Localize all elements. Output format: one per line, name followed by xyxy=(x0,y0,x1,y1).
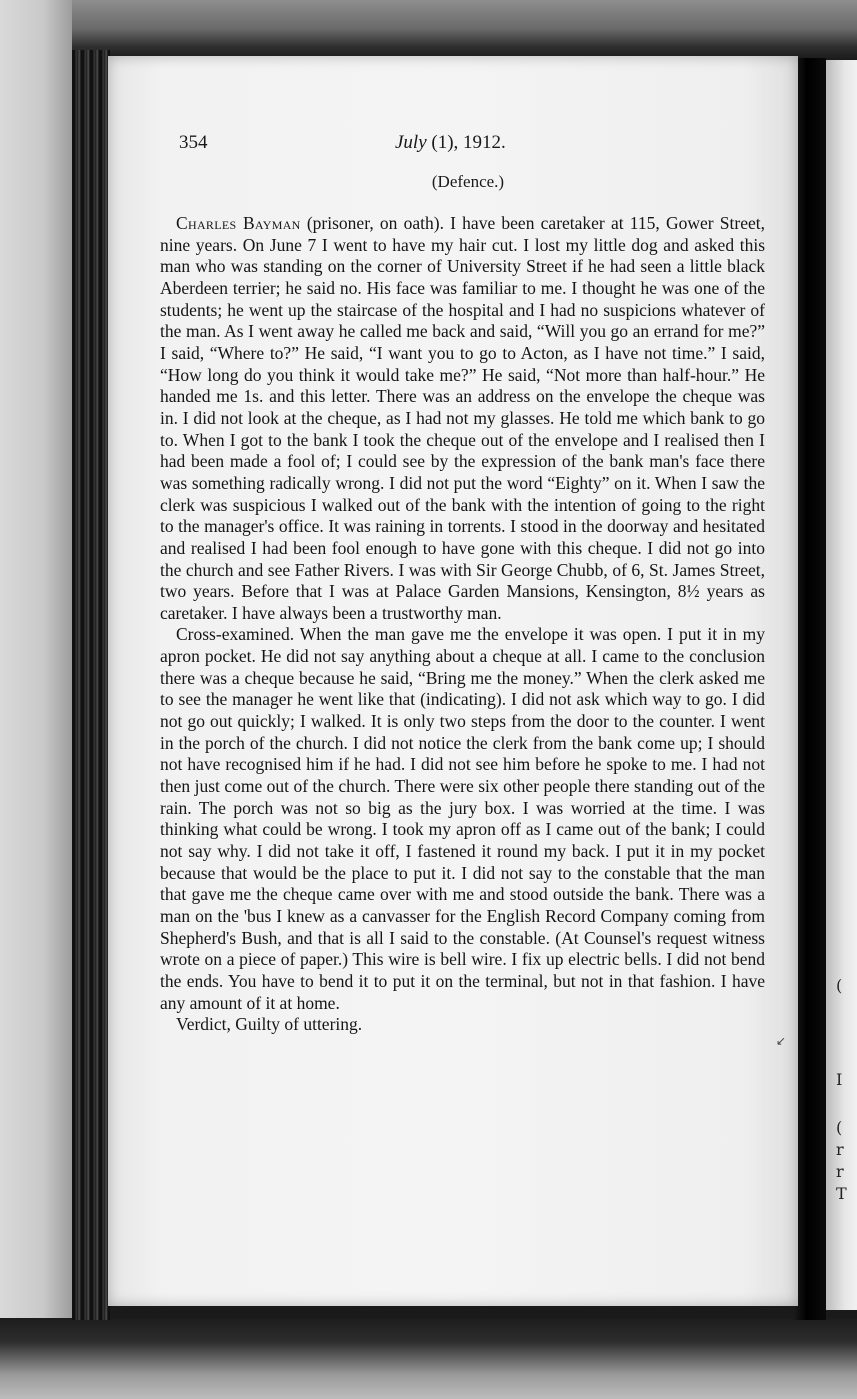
next-page-fragment: r xyxy=(836,1162,844,1181)
next-page-fragment: I xyxy=(836,1070,843,1089)
next-page-fragment: r xyxy=(836,1140,844,1159)
page-number: 354 xyxy=(179,132,208,153)
section-heading: (Defence.) xyxy=(431,172,505,191)
testimony-text xyxy=(160,213,765,1036)
book-page xyxy=(108,56,798,1306)
scanner-top-edge xyxy=(0,0,857,48)
next-page-fragment: T xyxy=(836,1184,847,1203)
session-date-rest: (1), 1912. xyxy=(426,132,506,153)
next-page-edge xyxy=(826,60,857,1310)
margin-tick-mark: ↙ xyxy=(776,1034,787,1048)
testimony-paragraph xyxy=(160,213,765,624)
scanner-left-edge xyxy=(0,0,72,1399)
book-binding xyxy=(72,50,110,1320)
defendant-name: Charles Bayman xyxy=(176,213,301,233)
testimony-paragraph-text: (prisoner, on oath). I have been caretaker at 115, Gower Street, nine years. On June 7 I went to have my hair cut. I lost my little dog and asked this man who was standing on the corner of University Street if he had seen a little black Aberdeen terrier; he said no. His face was familiar to me. I thought he was one of the students; he went up the staircase of the hospital and I had no suspicions whatever of the man. As I went away he called me back and said, “Will you go an errand for me?” I said, “Where to?” He said, “I want you to go to Acton, as I have not time.” I said, “How long do you think it would take me?” He said, “Not more than half-hour.” He handed me 1s. and this letter. There was an address on the envelope the cheque was in. I did not look at the cheque, as I had not my glasses. He told me which bank to go to. When I got to the bank I took the cheque out of the envelope and I realised then I had been made a fool of; I could see by the expression of the bank man's face there was something radically wrong. I did not put the word “Eighty” on it. When I saw the clerk was suspicious I walked out of the bank with the intention of going to the right to the manager's office. It was raining in torrents. I stood in the doorway and hesitated and realised I had been fool enough to have gone with this cheque. I did not go into the church and see Father Rivers. I was with Sir George Chubb, of 6, St. James Street, two years. Before that I was at Palace Garden Mansions, Kensington, 8½ years as caretaker. I have always been a trustworthy man. xyxy=(160,213,765,623)
verdict-line: Verdict, Guilty of uttering. xyxy=(176,1014,363,1035)
session-date xyxy=(395,132,506,154)
running-head xyxy=(179,132,549,158)
session-date-month: July xyxy=(395,132,427,153)
next-page-fragment: ( xyxy=(836,1118,843,1137)
page-gutter xyxy=(794,58,826,1320)
cross-examination-paragraph: Cross-examined. When the man gave me the envelope it was open. I put it in my apron pocket. He did not say anything about a cheque at all. I came to the conclusion there was a cheque because he said, “Bring me the money.” When the clerk asked me to see the manager he went like that (indicating). I did not ask which way to go. I did not go out quickly; I walked. It is only two steps from the door to the counter. I went in the porch of the church. I did not notice the clerk from the bank come up; I should not have recognised him if he had. I did not see him before he spoke to me. I had not then just come out of the church. There were six other people there standing out of the rain. The porch was not so big as the jury box. I was worried at the time. I was thinking what could be wrong. I took my apron off as I came out of the bank; I could not say why. I did not take it off, I fastened it round my back. I put it in my pocket because that would be the place to put it. I did not say to the constable that the man that gave me the cheque came over with me and stood outside the bank. There was a man on the 'bus I knew as a canvasser for the English Record Company coming from Shepherd's Bush, and that is all I said to the constable. (At Counsel's request witness wrote on a piece of paper.) This wire is bell wire. I fix up electric bells. I did not bend the ends. You have to bend it to put it on the terminal, but not in that fashion. I have any amount of it at home. xyxy=(160,624,765,1013)
next-page-fragment: ( xyxy=(836,976,843,995)
scanner-bottom-edge xyxy=(0,1318,857,1399)
